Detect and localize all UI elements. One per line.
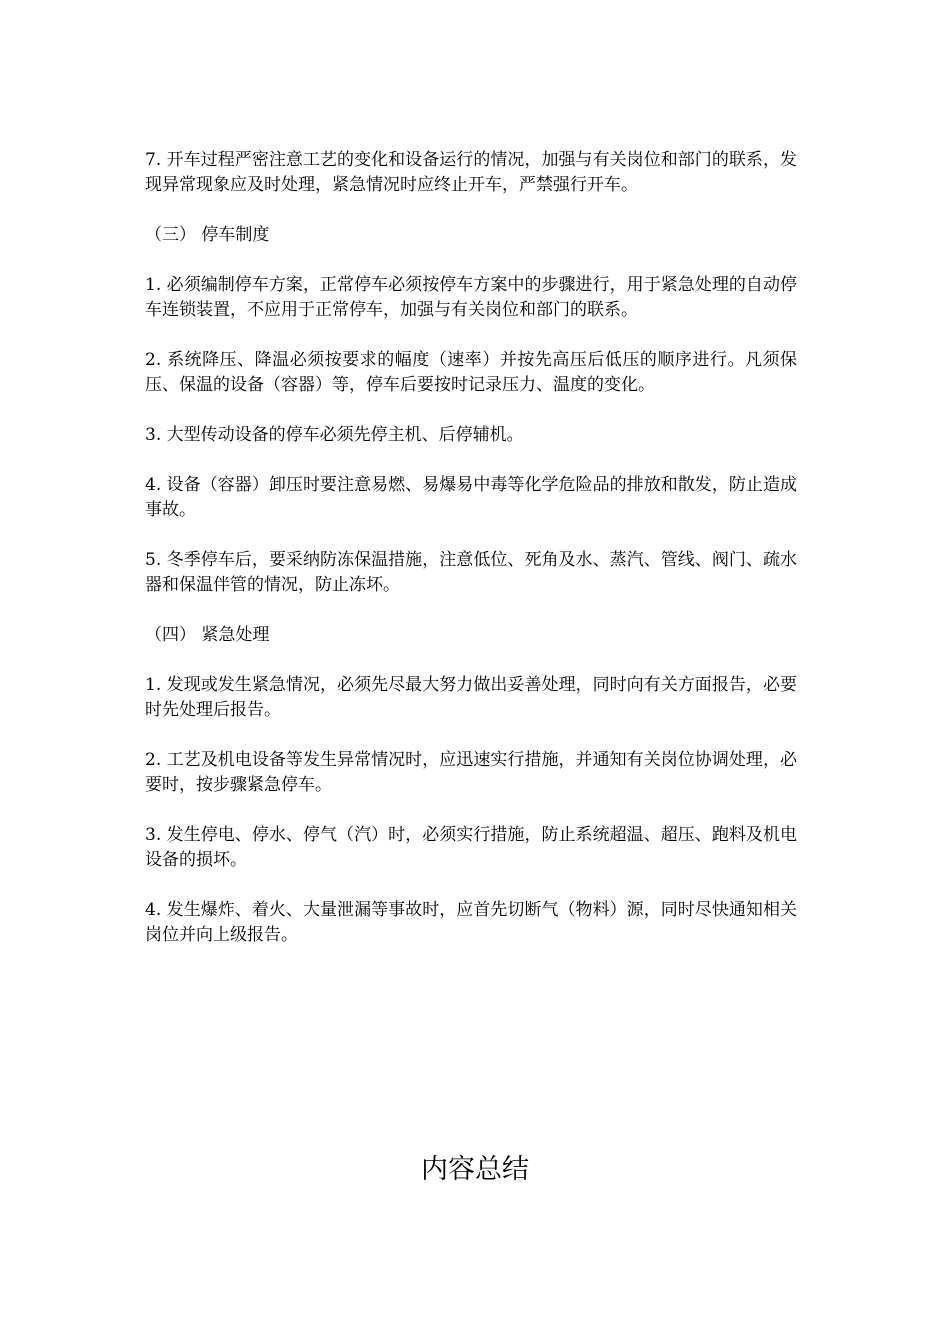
paragraph-shutdown-4: 4. 设备（容器）卸压时要注意易燃、易爆易中毒等化学危险品的排放和散发，防止造成事故。 (145, 475, 797, 520)
document-body (145, 148, 797, 973)
paragraph-emergency-1: 1. 发现或发生紧急情况，必须先尽最大努力做出妥善处理，同时向有关方面报告，必要时先处理后报告。 (145, 675, 797, 720)
paragraph-emergency-3: 3. 发生停电、停水、停气（汽）时，必须实行措施，防止系统超温、超压、跑料及机电设备的损坏。 (145, 825, 797, 870)
paragraph-shutdown-1: 1. 必须编制停车方案，正常停车必须按停车方案中的步骤进行，用于紧急处理的自动停车连锁装置，不应用于正常停车，加强与有关岗位和部门的联系。 (145, 275, 797, 320)
paragraph-item-7: 7. 开车过程严密注意工艺的变化和设备运行的情况，加强与有关岗位和部门的联系，发现异常现象应及时处理，紧急情况时应终止开车，严禁强行开车。 (145, 150, 797, 195)
summary-title: 内容总结 (421, 1154, 529, 1185)
paragraph-emergency-2: 2. 工艺及机电设备等发生异常情况时，应迅速实行措施，并通知有关岗位协调处理，必要时，按步骤紧急停车。 (145, 750, 797, 795)
section-heading-emergency: （四） 紧急处理 (145, 625, 270, 645)
paragraph-shutdown-3: 3. 大型传动设备的停车必须先停主机、后停辅机。 (145, 425, 524, 445)
paragraph-shutdown-5: 5. 冬季停车后，要采纳防冻保温措施，注意低位、死角及水、蒸汽、管线、阀门、疏水器和保温伴管的情况，防止冻坏。 (145, 550, 797, 595)
paragraph-shutdown-2: 2. 系统降压、降温必须按要求的幅度（速率）并按先高压后低压的顺序进行。凡须保压、保温的设备（容器）等，停车后要按时记录压力、温度的变化。 (145, 350, 797, 395)
section-heading-shutdown: （三） 停车制度 (145, 225, 270, 245)
paragraph-emergency-4: 4. 发生爆炸、着火、大量泄漏等事故时，应首先切断气（物料）源，同时尽快通知相关岗位并向上级报告。 (145, 900, 797, 945)
